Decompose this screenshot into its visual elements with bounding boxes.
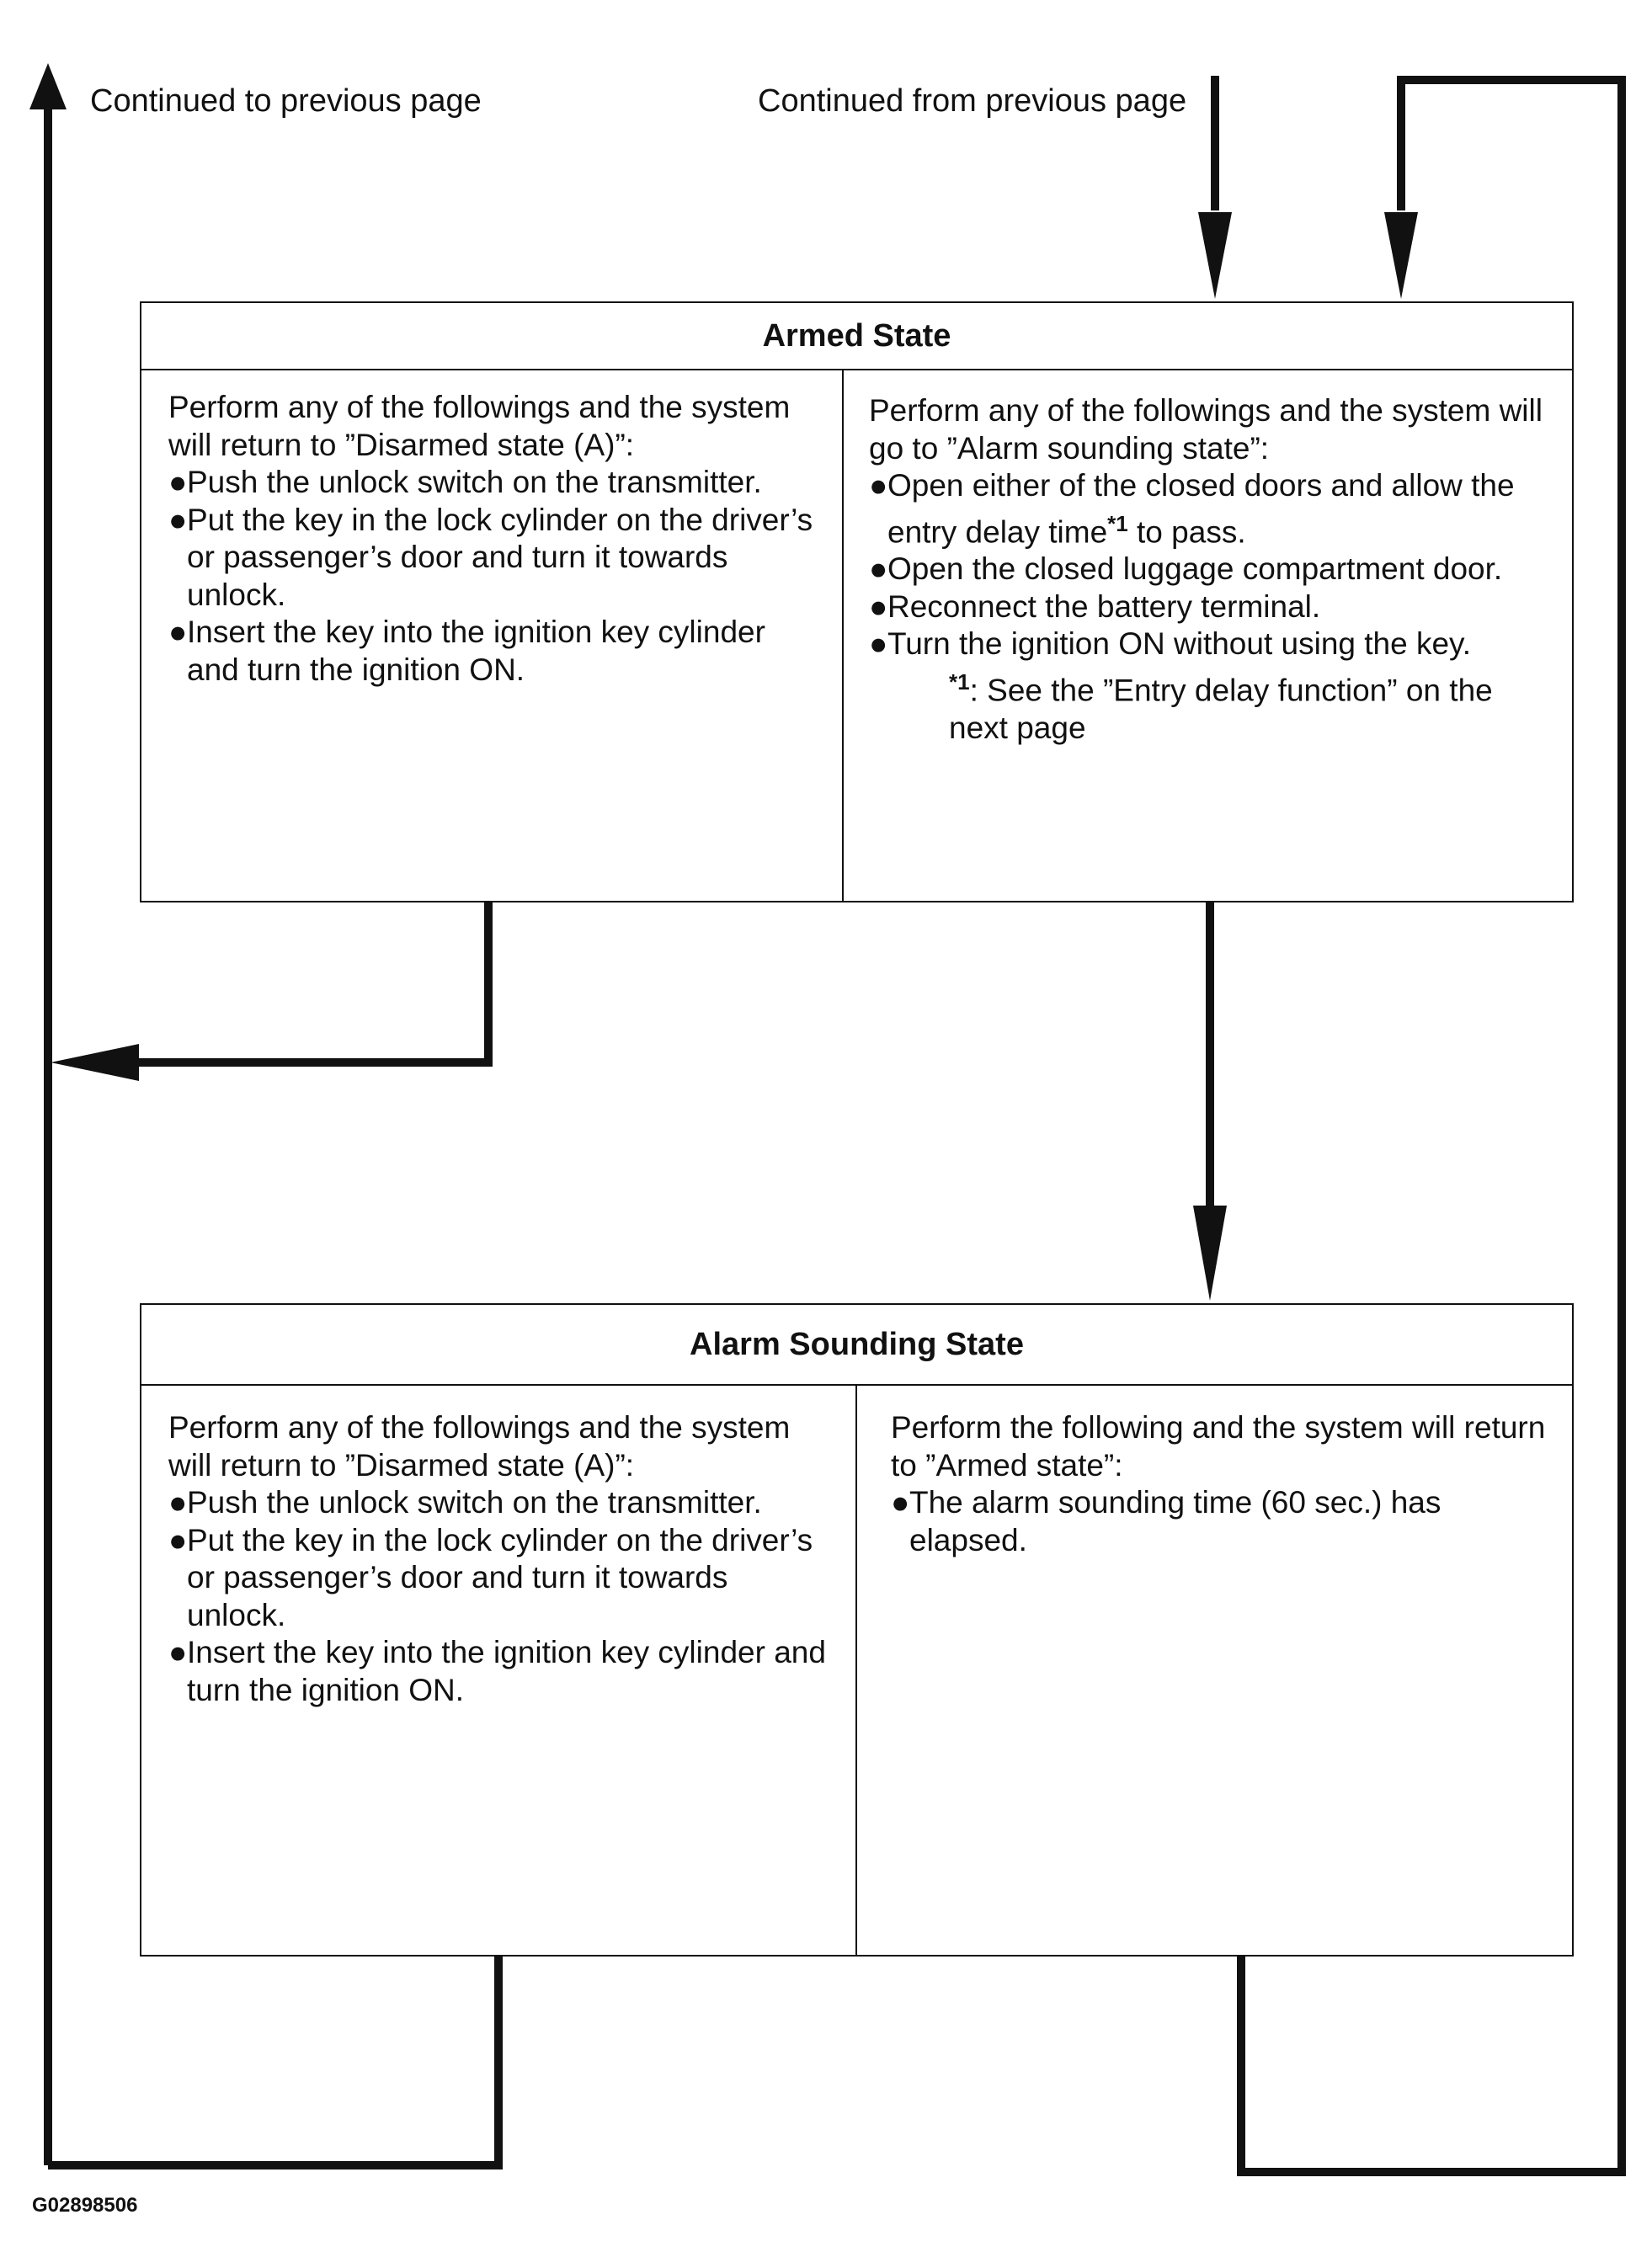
alarm-sounding-state-title: Alarm Sounding State: [141, 1305, 1572, 1386]
list-item: ● Open the closed luggage compartment door.: [869, 551, 1503, 587]
armed-left-panel: [141, 370, 844, 901]
list-item: ● Push the unlock switch on the transmitter.: [168, 465, 762, 499]
arrowhead-down-icon: [1198, 212, 1232, 299]
list-item: ● Put the key in the lock cylinder on the driver’s or passenger’s door and turn it towards unlock.: [168, 1522, 813, 1632]
alarm-sounding-state-box: [140, 1303, 1574, 1957]
arrowhead-down-icon: [1384, 212, 1418, 299]
list-item: ● Insert the key into the ignition key cylinder and turn the ignition ON.: [168, 615, 765, 687]
list-item: ● Open either of the closed doors and allow the entry delay time$^{*1}$ to pass.: [869, 468, 1515, 549]
alarm-right-intro: Perform the following and the system will return to ”Armed state”:: [891, 1410, 1546, 1483]
label-continued-from-previous: Continued from previous page: [758, 83, 1187, 119]
list-item: ● Put the key in the lock cylinder on the driver’s or passenger’s door and turn it towards unlock.: [168, 502, 813, 612]
line-alarm-to-disarmed: [48, 1946, 498, 2165]
list-item: ● Push the unlock switch on the transmitter.: [168, 1485, 762, 1520]
entry-delay-footnote: $^{*1}$: See the ”Entry delay function” on the next page: [949, 668, 1493, 745]
list-item: ● The alarm sounding time (60 sec.) has elapsed.: [891, 1485, 1442, 1557]
armed-state-title: Armed State: [141, 303, 1572, 370]
list-item: ● Reconnect the battery terminal.: [869, 588, 1321, 624]
armed-left-intro: Perform any of the followings and the system will return to ”Disarmed state (A)”:: [168, 390, 791, 462]
list-item: ● Insert the key into the ignition key cylinder and turn the ignition ON.: [168, 1635, 826, 1707]
figure-code: G02898506: [32, 2194, 138, 2217]
alarm-left-list: [168, 1484, 830, 1709]
arrowhead-up-icon: [29, 63, 67, 109]
armed-right-intro: Perform any of the followings and the system will go to ”Alarm sounding state”:: [869, 393, 1543, 466]
armed-right-list: [869, 467, 1550, 663]
list-item: ● Turn the ignition ON without using the key.: [869, 626, 1472, 662]
armed-left-list: [168, 464, 817, 689]
alarm-left-panel: [141, 1386, 857, 1955]
arrowhead-down-icon: [1193, 1206, 1227, 1301]
label-continued-to-previous: Continued to previous page: [90, 83, 482, 119]
line-armed-to-disarmed: [135, 899, 488, 1062]
alarm-right-list: [891, 1484, 1548, 1559]
armed-state-box: [140, 301, 1574, 902]
arrowhead-left-icon: [51, 1044, 139, 1081]
alarm-left-intro: Perform any of the followings and the system will return to ”Disarmed state (A)”:: [168, 1410, 791, 1483]
alarm-right-panel: [857, 1386, 1574, 1955]
armed-right-panel: [844, 370, 1574, 901]
